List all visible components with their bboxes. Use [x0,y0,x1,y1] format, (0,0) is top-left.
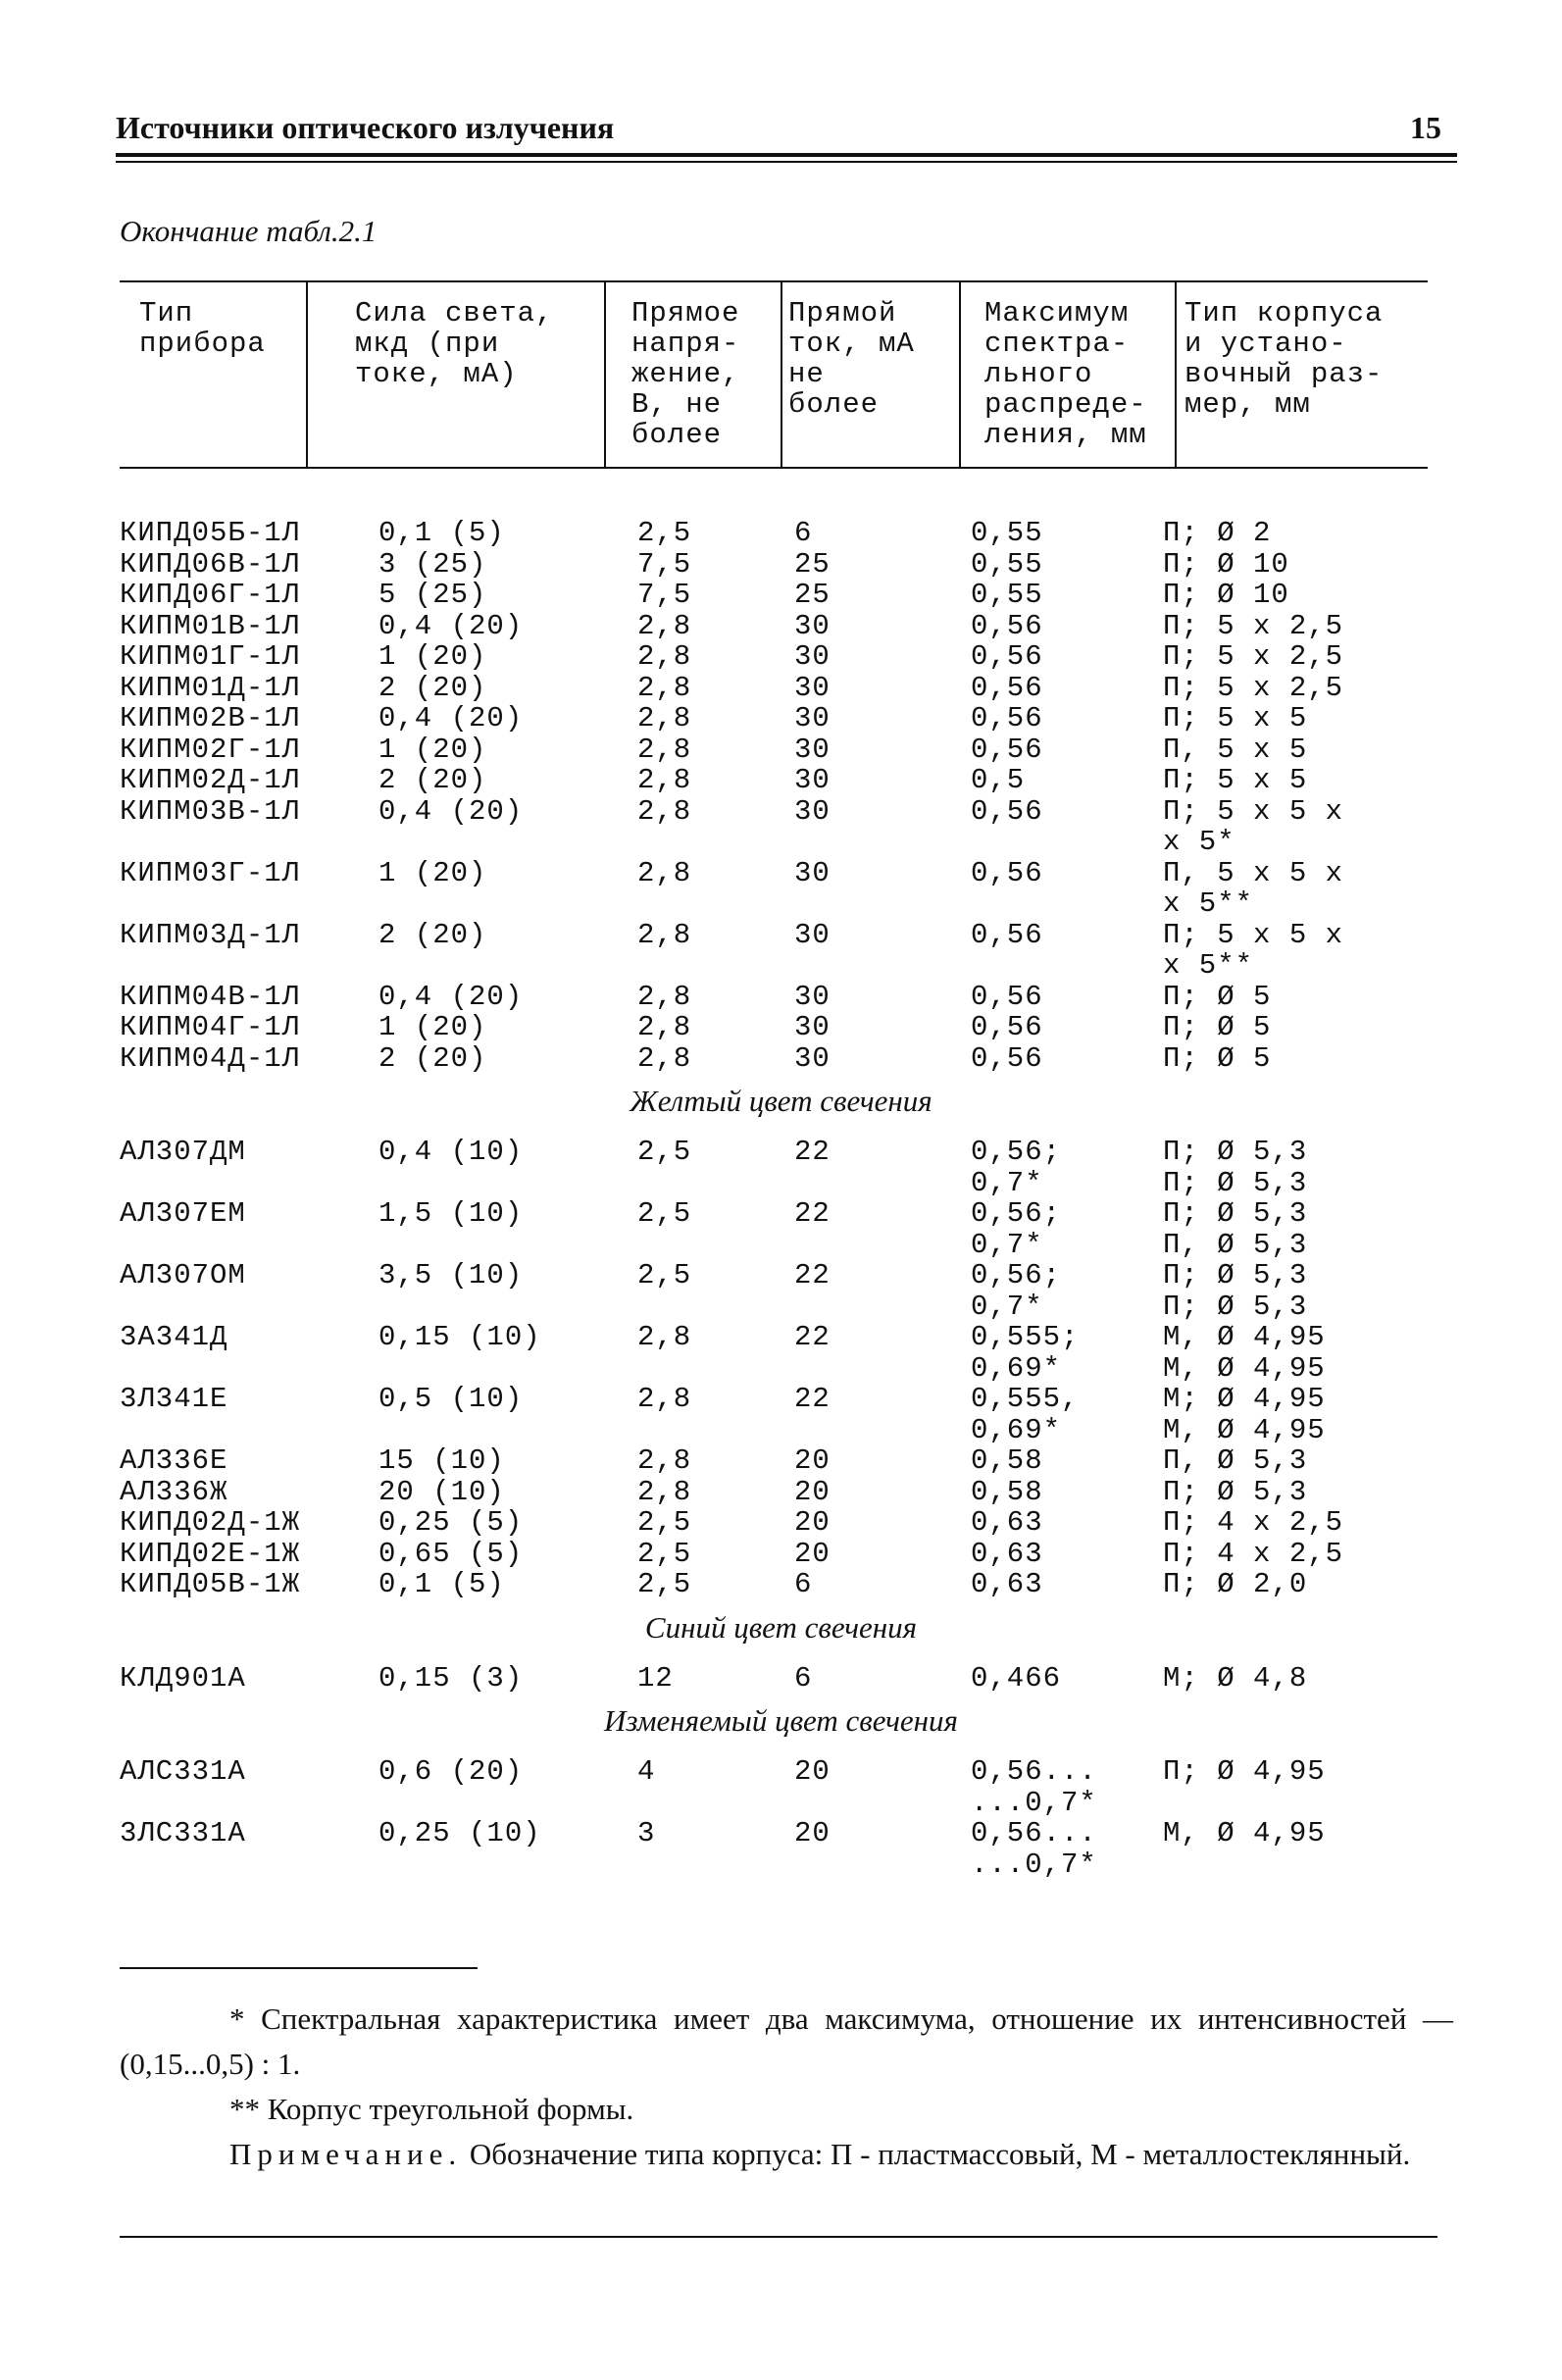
cell-package: М, Ø 4,95 М, Ø 4,95 [1163,1321,1326,1385]
column-header-spectrum: Максимум спектра- льного распреде- ления, мм [984,297,1147,451]
cell-voltage: 2,8 [637,1011,692,1043]
column-divider [604,282,606,469]
cell-type: КИПД06В-1Л [120,547,301,581]
cell-current: 6 [794,517,813,549]
cell-luminous: 0,1 (5) [378,1568,505,1600]
cell-luminous: 2 (20) [378,671,487,704]
cell-voltage: 12 [637,1661,674,1695]
bottom-rule [120,2236,1437,2238]
cell-current: 30 [794,918,831,951]
cell-spectrum: 0,56 [971,671,1043,704]
cell-voltage: 2,8 [637,733,692,766]
cell-spectrum: 0,5 [971,764,1026,796]
cell-current: 30 [794,1011,831,1043]
cell-package: П; 5 x 5 [1163,764,1308,796]
cell-current: 22 [794,1136,831,1168]
cell-current: 30 [794,794,831,828]
cell-spectrum: 0,56; 0,7* [971,1136,1062,1199]
cell-luminous: 5 (25) [378,579,487,611]
cell-current: 22 [794,1321,831,1353]
cell-type: КИПМ03В-1Л [120,794,301,828]
cell-type: КИПМ04Г-1Л [120,1011,301,1043]
cell-luminous: 20 (10) [378,1475,505,1508]
cell-package: М, Ø 4,95 [1163,1817,1326,1849]
cell-type: АЛС331А [120,1755,246,1788]
cell-spectrum: 0,56; 0,7* [971,1259,1062,1323]
cell-voltage: 2,8 [637,794,692,828]
cell-current: 30 [794,980,831,1013]
table-header-rule [120,467,1428,469]
cell-current: 22 [794,1259,831,1291]
cell-luminous: 0,4 (20) [378,794,524,828]
cell-type: 3Л341Е [120,1383,228,1415]
cell-type: КИПМ01Г-1Л [120,640,301,673]
cell-voltage: 2,5 [637,1259,692,1291]
cell-spectrum: 0,63 [971,1506,1043,1539]
cell-type: КИПД05В-1Ж [120,1568,301,1600]
cell-type: КИПД06Г-1Л [120,579,301,611]
cell-luminous: 2 (20) [378,918,487,951]
cell-package: М; Ø 4,8 [1163,1661,1308,1695]
cell-package: П; Ø 2 [1163,517,1272,549]
cell-voltage: 2,5 [637,1568,692,1600]
cell-luminous: 2 (20) [378,764,487,796]
cell-package: П; 5 x 2,5 [1163,609,1344,642]
section-heading: Изменяемый цвет свечения [604,1703,958,1738]
cell-voltage: 2,8 [637,1041,692,1075]
cell-spectrum: 0,55 [971,579,1043,611]
cell-spectrum: 0,63 [971,1537,1043,1570]
cell-current: 30 [794,764,831,796]
cell-package: П, Ø 5,3 [1163,1444,1308,1477]
cell-luminous: 0,4 (10) [378,1136,524,1168]
cell-package: П; Ø 5,3 П, Ø 5,3 [1163,1197,1308,1261]
cell-package: М; Ø 4,95 М, Ø 4,95 [1163,1383,1326,1446]
cell-luminous: 0,5 (10) [378,1383,524,1415]
cell-voltage: 4 [637,1755,656,1788]
cell-type: КИПМ02Д-1Л [120,764,301,796]
cell-luminous: 0,25 (10) [378,1817,541,1849]
cell-spectrum: 0,58 [971,1444,1043,1477]
column-divider [959,282,961,469]
cell-type: КИПМ04В-1Л [120,980,301,1013]
section-heading: Синий цвет свечения [644,1609,918,1645]
cell-luminous: 0,6 (20) [378,1755,524,1788]
cell-package: П; Ø 5 [1163,1011,1272,1043]
cell-luminous: 0,4 (20) [378,702,524,734]
cell-package: П; Ø 5,3 П; Ø 5,3 [1163,1136,1308,1199]
cell-package: П; Ø 10 [1163,547,1289,581]
cell-package: П; 4 x 2,5 [1163,1506,1344,1539]
cell-luminous: 0,15 (3) [378,1661,524,1695]
cell-voltage: 2,8 [637,1321,692,1353]
cell-current: 6 [794,1661,813,1695]
cell-voltage: 2,5 [637,1537,692,1570]
cell-luminous: 2 (20) [378,1041,487,1075]
cell-package: П; Ø 4,95 [1163,1755,1326,1788]
cell-spectrum: 0,56 [971,702,1043,734]
cell-spectrum: 0,56... ...0,7* [971,1755,1097,1819]
cell-spectrum: 0,55 [971,517,1043,549]
cell-current: 30 [794,609,831,642]
cell-voltage: 2,8 [637,918,692,951]
cell-voltage: 2,8 [637,671,692,704]
page-title: Источники оптического излучения [116,110,615,145]
cell-luminous: 0,4 (20) [378,609,524,642]
cell-package: П; Ø 5,3 П; Ø 5,3 [1163,1259,1308,1323]
cell-spectrum: 0,56 [971,1011,1043,1043]
cell-voltage: 2,8 [637,609,692,642]
table-caption: Окончание табл.2.1 [120,214,378,248]
cell-current: 30 [794,640,831,673]
cell-current: 22 [794,1197,831,1230]
column-header-luminous: Сила света, мкд (при токе, мА) [355,297,554,390]
cell-type: КИПМ01В-1Л [120,609,301,642]
cell-current: 30 [794,671,831,704]
cell-spectrum: 0,56 [971,794,1043,828]
header-rule-thick [116,153,1457,157]
column-header-current: Прямой ток, мА не более [788,297,915,421]
cell-voltage: 2,8 [637,702,692,734]
cell-type: АЛ336Ж [120,1475,228,1508]
cell-current: 22 [794,1383,831,1415]
cell-spectrum: 0,56 [971,856,1043,889]
cell-luminous: 1 (20) [378,640,487,673]
cell-current: 20 [794,1755,831,1788]
cell-package: П, 5 x 5 [1163,733,1308,766]
cell-spectrum: 0,555; 0,69* [971,1321,1080,1385]
cell-current: 20 [794,1506,831,1539]
note [120,2132,1453,2177]
column-divider [781,282,782,469]
cell-spectrum: 0,56 [971,918,1043,951]
cell-type: КИПД05Б-1Л [120,517,301,549]
note-label: Примечание. [229,2137,463,2171]
section-heading: Желтый цвет свечения [630,1084,932,1118]
cell-voltage: 7,5 [637,547,692,581]
cell-voltage: 2,5 [637,1136,692,1168]
cell-package: П; 5 x 5 x x 5* [1163,794,1344,858]
cell-voltage: 2,8 [637,1475,692,1508]
cell-package: П; 5 x 5 x x 5** [1163,918,1344,982]
cell-luminous: 3 (25) [378,547,487,581]
cell-luminous: 0,65 (5) [378,1537,524,1570]
column-header-package: Тип корпуса и устано- вочный раз- мер, мм [1184,297,1384,421]
cell-current: 20 [794,1444,831,1477]
cell-spectrum: 0,555, 0,69* [971,1383,1080,1446]
note-text: Обозначение типа корпуса: П - пластмассовый, М - металлостеклянный. [469,2137,1411,2171]
cell-type: 3А341Д [120,1321,228,1353]
cell-voltage: 2,8 [637,1383,692,1415]
cell-current: 25 [794,579,831,611]
cell-type: АЛ307ДМ [120,1136,246,1168]
cell-spectrum: 0,56 [971,609,1043,642]
cell-type: КИПМ03Г-1Л [120,856,301,889]
page-number: 15 [1410,110,1441,145]
cell-type: КИПМ04Д-1Л [120,1041,301,1075]
cell-current: 30 [794,1041,831,1075]
cell-luminous: 3,5 (10) [378,1259,524,1291]
cell-spectrum: 0,56; 0,7* [971,1197,1062,1261]
cell-voltage: 2,8 [637,980,692,1013]
cell-voltage: 2,8 [637,764,692,796]
cell-spectrum: 0,466 [971,1661,1062,1695]
cell-luminous: 0,4 (20) [378,980,524,1013]
cell-voltage: 2,5 [637,1197,692,1230]
cell-package: П; Ø 10 [1163,579,1289,611]
column-divider [1175,282,1177,469]
cell-package: П, 5 x 5 x x 5** [1163,856,1344,920]
cell-type: 3ЛС331А [120,1817,246,1849]
table-top-rule [120,280,1428,282]
cell-voltage: 2,8 [637,1444,692,1477]
cell-current: 30 [794,856,831,889]
cell-current: 30 [794,702,831,734]
cell-luminous: 15 (10) [378,1444,505,1477]
footnote-triangular: ** Корпус треугольной формы. [229,2092,634,2126]
footnote-spectral: * Спектральная характеристика имеет два максимума, отношение их интенсивностей — (0,15...0,5) : 1. [120,2001,1453,2081]
cell-package: П; Ø 5 [1163,980,1272,1013]
cell-package: П; Ø 5 [1163,1041,1272,1075]
cell-current: 25 [794,547,831,581]
cell-type: КИПД02Е-1Ж [120,1537,301,1570]
cell-luminous: 0,15 (10) [378,1321,541,1353]
cell-current: 20 [794,1537,831,1570]
cell-type: КИПМ03Д-1Л [120,918,301,951]
cell-luminous: 1,5 (10) [378,1197,524,1230]
cell-luminous: 0,1 (5) [378,517,505,549]
cell-spectrum: 0,56 [971,733,1043,766]
cell-spectrum: 0,55 [971,547,1043,581]
column-header-voltage: Прямое напря- жение, В, не более [631,297,740,451]
cell-package: П; 5 x 5 [1163,702,1308,734]
cell-type: КЛД901А [120,1661,246,1695]
cell-type: АЛ307ЕМ [120,1197,246,1230]
cell-package: П; 5 x 2,5 [1163,640,1344,673]
cell-luminous: 1 (20) [378,1011,487,1043]
cell-voltage: 2,5 [637,1506,692,1539]
cell-type: КИПМ02В-1Л [120,702,301,734]
cell-voltage: 2,8 [637,640,692,673]
cell-current: 20 [794,1475,831,1508]
cell-spectrum: 0,58 [971,1475,1043,1508]
cell-voltage: 2,8 [637,856,692,889]
cell-spectrum: 0,56 [971,1041,1043,1075]
cell-spectrum: 0,56 [971,980,1043,1013]
header-rule-thin [116,161,1457,163]
cell-type: КИПМ01Д-1Л [120,671,301,704]
cell-luminous: 1 (20) [378,733,487,766]
cell-type: КИПД02Д-1Ж [120,1506,301,1539]
cell-type: КИПМ02Г-1Л [120,733,301,766]
cell-voltage: 3 [637,1817,656,1849]
cell-current: 6 [794,1568,813,1600]
column-divider [306,282,308,469]
cell-package: П; Ø 5,3 [1163,1475,1308,1508]
cell-voltage: 7,5 [637,579,692,611]
cell-spectrum: 0,56 [971,640,1043,673]
cell-package: П; 5 x 2,5 [1163,671,1344,704]
column-header-type: Тип прибора [139,297,266,360]
cell-luminous: 0,25 (5) [378,1506,524,1539]
cell-spectrum: 0,63 [971,1568,1043,1600]
cell-current: 30 [794,733,831,766]
footnote-rule [120,1967,478,1969]
cell-current: 20 [794,1817,831,1849]
cell-voltage: 2,5 [637,517,692,549]
cell-package: П; Ø 2,0 [1163,1568,1308,1600]
cell-type: АЛ336Е [120,1444,228,1477]
cell-spectrum: 0,56... ...0,7* [971,1817,1097,1881]
cell-package: П; 4 x 2,5 [1163,1537,1344,1570]
cell-type: АЛ307ОМ [120,1259,246,1291]
cell-luminous: 1 (20) [378,856,487,889]
